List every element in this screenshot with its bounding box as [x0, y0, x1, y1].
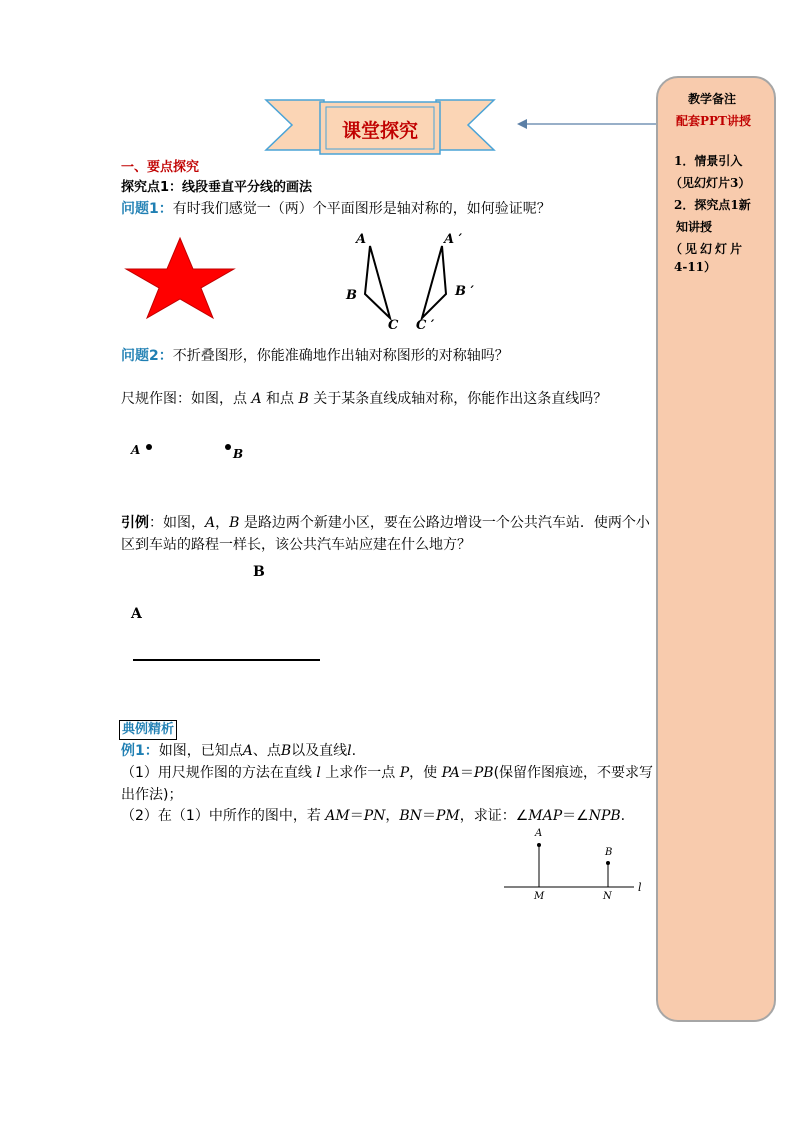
notes-item-1: 1．情景引入 [674, 154, 743, 168]
ex1-l4-am: AM [325, 808, 350, 824]
typical-example-tag: 典例精析 [119, 720, 177, 740]
fig-label-l: l [638, 881, 642, 894]
point-a-label: A [131, 443, 141, 457]
tri-label-b-prime: B ′ [455, 284, 474, 299]
example-1-line-3: 出作法)； [121, 787, 183, 803]
tri-label-c-prime: C ′ [416, 318, 435, 333]
example-1-line-2 [121, 763, 653, 783]
ex1-l2-t1: （1）用尺规作图的方法在直线 [121, 765, 317, 781]
question-2 [121, 346, 509, 366]
ex1-l2-t4: (保留作图痕迹，不要求写 [493, 765, 654, 781]
ex1-t3: 以及直线 [291, 743, 348, 759]
lead-point-b-label: B [253, 564, 265, 580]
notes-ppt-line: 配套PPT讲授 [676, 114, 751, 128]
lead-point-a: A [205, 515, 216, 531]
example-1-line-1 [121, 741, 356, 761]
notes-item-2-b: 知讲授 [676, 220, 713, 234]
ex1-l2-eq: ＝ [459, 765, 474, 781]
fig-label-b: B [605, 847, 613, 858]
ex1-l4-pn: PN [363, 808, 386, 824]
lead-point-b: B [229, 515, 240, 531]
question-1-text: 有时我们感觉一（两）个平面图形是轴对称的，如何验证呢？ [172, 201, 551, 217]
tri-label-c: C [388, 318, 399, 333]
red-star [124, 236, 236, 320]
ex1-l: l [347, 743, 352, 759]
ex1-l4-c: ， [385, 808, 400, 824]
tri-label-a: A [356, 232, 367, 247]
ex1-l2-l: l [316, 765, 321, 781]
question-2-label: 问题2： [121, 348, 173, 364]
fig-label-n: N [603, 891, 612, 902]
notes-heading: 教学备注 [688, 92, 737, 106]
ex1-a: A [242, 743, 253, 759]
point-b-label: B [233, 447, 244, 461]
ex1-l2-pb: PB [473, 765, 494, 781]
lead-text-3: 是路边两个新建小区，要在公路边增设一个公共汽车站．使两个小 [239, 515, 650, 531]
lead-point-a-label: A [131, 606, 142, 622]
question-1 [121, 199, 551, 219]
ex1-t1: 如图，已知点 [158, 743, 243, 759]
tri-label-a-prime: A ′ [444, 232, 463, 247]
banner [262, 98, 498, 158]
ex1-b: B [280, 743, 292, 759]
notes-item-2-slides: 4-11） [674, 260, 717, 274]
construction-point-a: A [251, 391, 262, 407]
road-line [133, 659, 320, 661]
ex1-l4-bn: BN [399, 808, 422, 824]
construction-text-3: 关于某条直线成轴对称，你能作出这条直线吗？ [308, 391, 608, 407]
fig-label-a: A [535, 828, 543, 839]
construction-prompt [121, 389, 607, 409]
question-2-text: 不折叠图形，你能准确地作出轴对称图形的对称轴吗？ [172, 348, 509, 364]
ex1-l2-t2: 上求作一点 [320, 765, 400, 781]
ex1-l4-dot: . [620, 808, 626, 824]
notes-item-2-ref: （见幻灯片 [670, 242, 746, 256]
construction-text-2: 和点 [261, 391, 299, 407]
ex1-l4-map: MAP [528, 808, 563, 824]
notes-item-1-ref: （见幻灯片3） [670, 176, 751, 190]
ex1-l2-p: P [399, 765, 410, 781]
fig-label-m: M [534, 891, 545, 902]
banner-title: 课堂探究 [341, 120, 418, 142]
section-heading: 一、要点探究 [121, 160, 200, 175]
notes-item-2: 2．探究点1新 [674, 198, 751, 212]
tri-label-b: B [346, 288, 357, 303]
point-b-dot [225, 444, 231, 450]
construction-text-1: 尺规作图：如图，点 [121, 391, 252, 407]
ex1-l4-npb: NPB [588, 808, 621, 824]
example-1-label: 例1： [121, 743, 159, 759]
ex1-t2: 、点 [252, 743, 281, 759]
lead-example-line-1 [121, 513, 650, 533]
question-1-label: 问题1： [121, 201, 173, 217]
ex1-l4-eq2: ＝ [421, 808, 436, 824]
pointer-arrow [515, 116, 660, 132]
lead-example-line-2: 区到车站的路程一样长，该公共汽车站应建在什么地方？ [121, 537, 471, 553]
ex1-l4-t2: ，求证：∠ [459, 808, 529, 824]
ex1-l4-eq1: ＝ [349, 808, 364, 824]
example-1-line-4 [121, 806, 625, 826]
ex1-l2-t3: ，使 [409, 765, 442, 781]
ex1-l4-pm: PM [435, 808, 460, 824]
lead-example-label: 引例 [121, 515, 149, 531]
lead-text-1: ：如图， [149, 515, 205, 531]
ex1-t4: . [351, 743, 357, 759]
lead-text-2: ， [215, 515, 230, 531]
ex1-l4-t1: （2）在（1）中所作的图中，若 [121, 808, 326, 824]
explore-point-heading: 探究点1：线段垂直平分线的画法 [121, 180, 313, 195]
teaching-notes-panel [656, 76, 776, 1022]
point-a-dot [146, 444, 152, 450]
ex1-l2-pa: PA [441, 765, 460, 781]
construction-point-b: B [298, 391, 309, 407]
example-1-figure [500, 835, 640, 895]
ex1-l4-eq3: ＝∠ [562, 808, 589, 824]
